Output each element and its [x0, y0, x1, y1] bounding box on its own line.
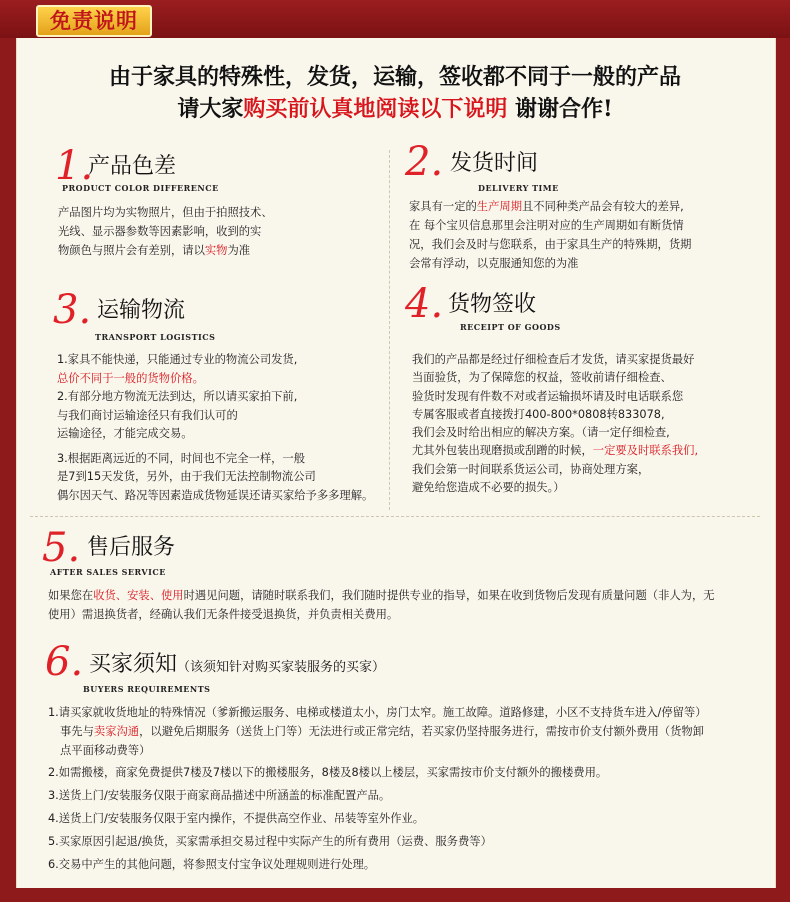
section-6-subtitle: BUYERS REQUIREMENTS: [83, 684, 211, 694]
section-1-subtitle: PRODUCT COLOR DIFFERENCE: [62, 183, 219, 193]
section-4-title: 货物签收: [448, 292, 537, 317]
section-divider: [30, 516, 760, 517]
section-6-body: 1.请买家就收货地址的特殊情况（爹新搬运服务、电梯或楼道太小，房门太窄。施工故障。道路修建，小区不支持货车进入/停留等） 事先与卖家沟通，以避免后期服务（送货上门等）无法进行或正常完结，若买家仍坚持服务进行，需按市价支付额外费用（货物卸 点平面移动费等） 2.如需搬楼，商家免费提供7楼及7楼以下的搬楼服务，8楼及8楼以上楼层，买家需按市价支付额外的搬楼费用。 3.送货上门/安装服务仅限于商家商品描述中所涵盖的标准配置产品。 4.送货上门/安装服务仅限于室内操作，不提供高空作业、吊装等室外作业。 5.买家原因引起退/换货，买家需承担交易过程中实际产生的所有费用（运费、服务费等） 6.交易中产生的其他问题，将参照支付宝争议处理规则进行处理。: [48, 706, 707, 871]
section-1-title: 产品色差: [88, 154, 177, 179]
section-6-number: 6.: [45, 639, 84, 685]
section-1-number: 1.: [55, 143, 94, 189]
section-6-title: 买家须知（该须知针对购买家装服务的买家）: [89, 652, 386, 677]
section-5-title: 售后服务: [87, 535, 176, 560]
section-3-title: 运输物流: [97, 298, 186, 323]
section-2-subtitle: DELIVERY TIME: [478, 183, 559, 193]
section-6-note: （该须知针对购买家装服务的买家）: [177, 660, 386, 675]
headline-line-1: 由于家具的特殊性，发货，运输，签收都不同于一般的产品: [108, 64, 681, 90]
section-4-body: 我们的产品都是经过仔细检查后才发货，请买家提货最好 当面验货，为了保障您的权益，签收前请仔细检查、 验货时发现有件数不对或者运输损坏请及时电话联系您 专属客服或者直接拨打400-800*0808转833078, 我们会及时给出相应的解决方案。（请一定仔细检查, 尤其外包装出现磨损或刮蹭的时候，一定要及时联系我们, 我们会第一时间联系货运公司，协商处理方案， 避免给您造成不必要的损失。）: [412, 353, 699, 495]
disclaimer-badge: 免责说明: [36, 5, 152, 37]
section-2-title: 发货时间: [450, 151, 539, 176]
section-3-number: 3.: [53, 287, 92, 333]
section-2-body: 家具有一定的生产周期且不同种类产品会有较大的差异, 在 每个宝贝信息那里会注明对应的生产周期如有断货情 况，我们会及时与您联系，由于家具生产的特殊期，货期 会常有浮动，以克服通知您的为准: [409, 200, 692, 270]
section-5-number: 5.: [42, 525, 81, 571]
section-5-body: 如果您在收货、安装、使用时遇见问题，请随时联系我们，我们随时提供专业的指导，如果在收到货物后发现有质量问题（非人为，无 使用）需退换货者，经确认我们无条件接受退换货，并负责相关费用。: [48, 589, 715, 621]
top-banner: [0, 0, 790, 38]
headline-line-2: 请大家购买前认真地阅读以下说明 谢谢合作!: [177, 96, 613, 122]
section-4-subtitle: RECEIPT OF GOODS: [460, 322, 561, 332]
headline-highlight: 购买前认真地阅读以下说明: [243, 96, 508, 122]
section-5-subtitle: AFTER SALES SERVICE: [50, 567, 166, 577]
section-1-body: 产品图片均为实物照片，但由于拍照技术、 光线、显示器参数等因素影响，收到的实 物颜色与照片会有差别，请以实物为准: [58, 206, 273, 257]
section-3-body: 1.家具不能快递，只能通过专业的物流公司发货, 总价不同于一般的货物价格。 2.有部分地方物流无法到达，所以请买家拍下前, 与我们商讨运输途径只有我们认可的 运输途径，才能完成交易。 3.根据距离远近的不同，时间也不完全一样，一般 是7到15天发货，另外，由于我们无法控制物流公司 偶尔因天气、路况等因素造成货物延误还请买家给予多多理解。: [57, 353, 374, 502]
column-divider: [389, 150, 390, 510]
section-3-subtitle: TRANSPORT LOGISTICS: [95, 332, 216, 342]
section-2-number: 2.: [405, 139, 444, 185]
section-4-number: 4.: [405, 281, 444, 327]
